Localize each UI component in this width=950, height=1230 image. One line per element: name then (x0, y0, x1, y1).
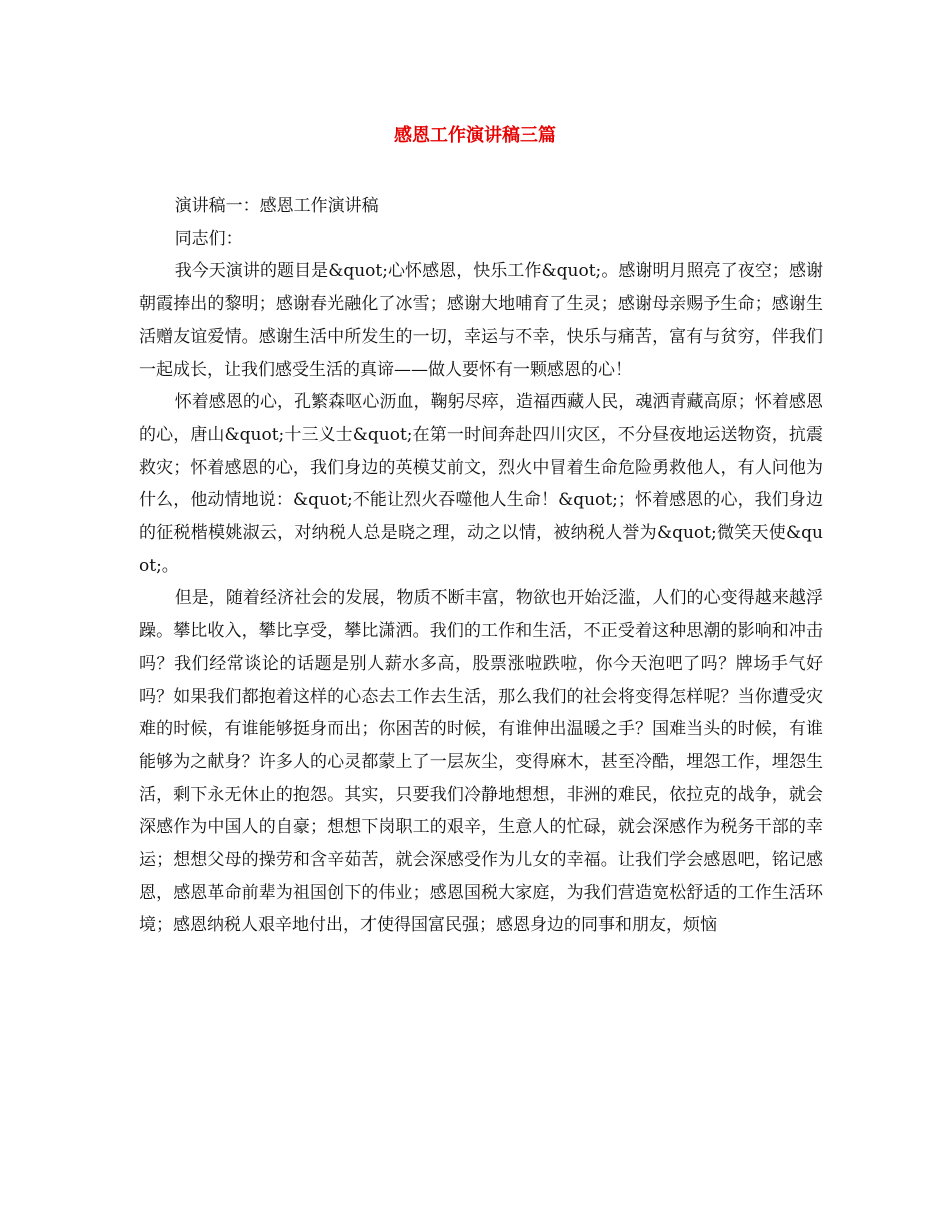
salutation: 同志们： (174, 228, 243, 249)
paragraph-reflection: 但是，随着经济社会的发展，物质不断丰富，物欲也开始泛滥，人们的心变得越来越浮躁。攀比收入，攀比享受，攀比潇洒。我们的工作和生活，不正受着这种思潮的影响和冲击吗？我们经常谈论的话题是别人薪水多高，股票涨啦跌啦，你今天泡吧了吗？牌场手气好吗？如果我们都抱着这样的心态去工作去生活，那么我们的社会将变得怎样呢？当你遭受灾难的时候，有谁能够挺身而出；你困苦的时候，有谁伸出温暖之手？国难当头的时候，有谁能够为之献身？许多人的心灵都蒙上了一层灰尘，变得麻木，甚至冷酷，埋怨工作，埋怨生活，剩下永无休止的抱怨。其实，只要我们冷静地想想，非洲的难民，依拉克的战争，就会深感作为中国人的自豪；想想下岗职工的艰辛，生意人的忙碌，就会深感作为税务干部的幸运；想想父母的操劳和含辛茹苦，就会深感受作为儿女的幸福。让我们学会感恩吧，铭记感恩，感恩革命前辈为祖国创下的伟业；感恩国税大家庭，为我们营造宽松舒适的工作生活环境；感恩纳税人艰辛地付出，才使得国富民强；感恩身边的同事和朋友，烦恼 (139, 588, 823, 936)
paragraph-topic: 我今天演讲的题目是&quot;心怀感恩，快乐工作&quot;。感谢明月照亮了夜空；感谢朝霞捧出的黎明；感谢春光融化了冰雪；感谢大地哺育了生灵；感谢母亲赐予生命；感谢生活赠友谊爱情。感谢生活中所发生的一切，幸运与不幸，快乐与痛苦，富有与贫穷，伴我们一起成长，让我们感受生活的真谛——做人要怀有一颗感恩的心！ (139, 261, 823, 380)
paragraph-examples: 怀着感恩的心，孔繁森呕心沥血，鞠躬尽瘁，造福西藏人民，魂洒青藏高原；怀着感恩的心，唐山&quot;十三义士&quot;在第一时间奔赴四川灾区，不分昼夜地运送物资，抗震救灾；怀着感恩的心，我们身边的英模艾前文，烈火中冒着生命危险勇救他人，有人问他为什么，他动情地说：&quot;不能让烈火吞噬他人生命！&quot;；怀着感恩的心，我们身边的征税楷模姚淑云，对纳税人总是晓之理，动之以情，被纳税人誉为&quot;微笑天使&quot;。 (139, 392, 823, 576)
document-body (139, 190, 823, 942)
document-title: 感恩工作演讲稿三篇 (394, 125, 556, 146)
speech-heading: 演讲稿一：感恩工作演讲稿 (174, 196, 379, 216)
